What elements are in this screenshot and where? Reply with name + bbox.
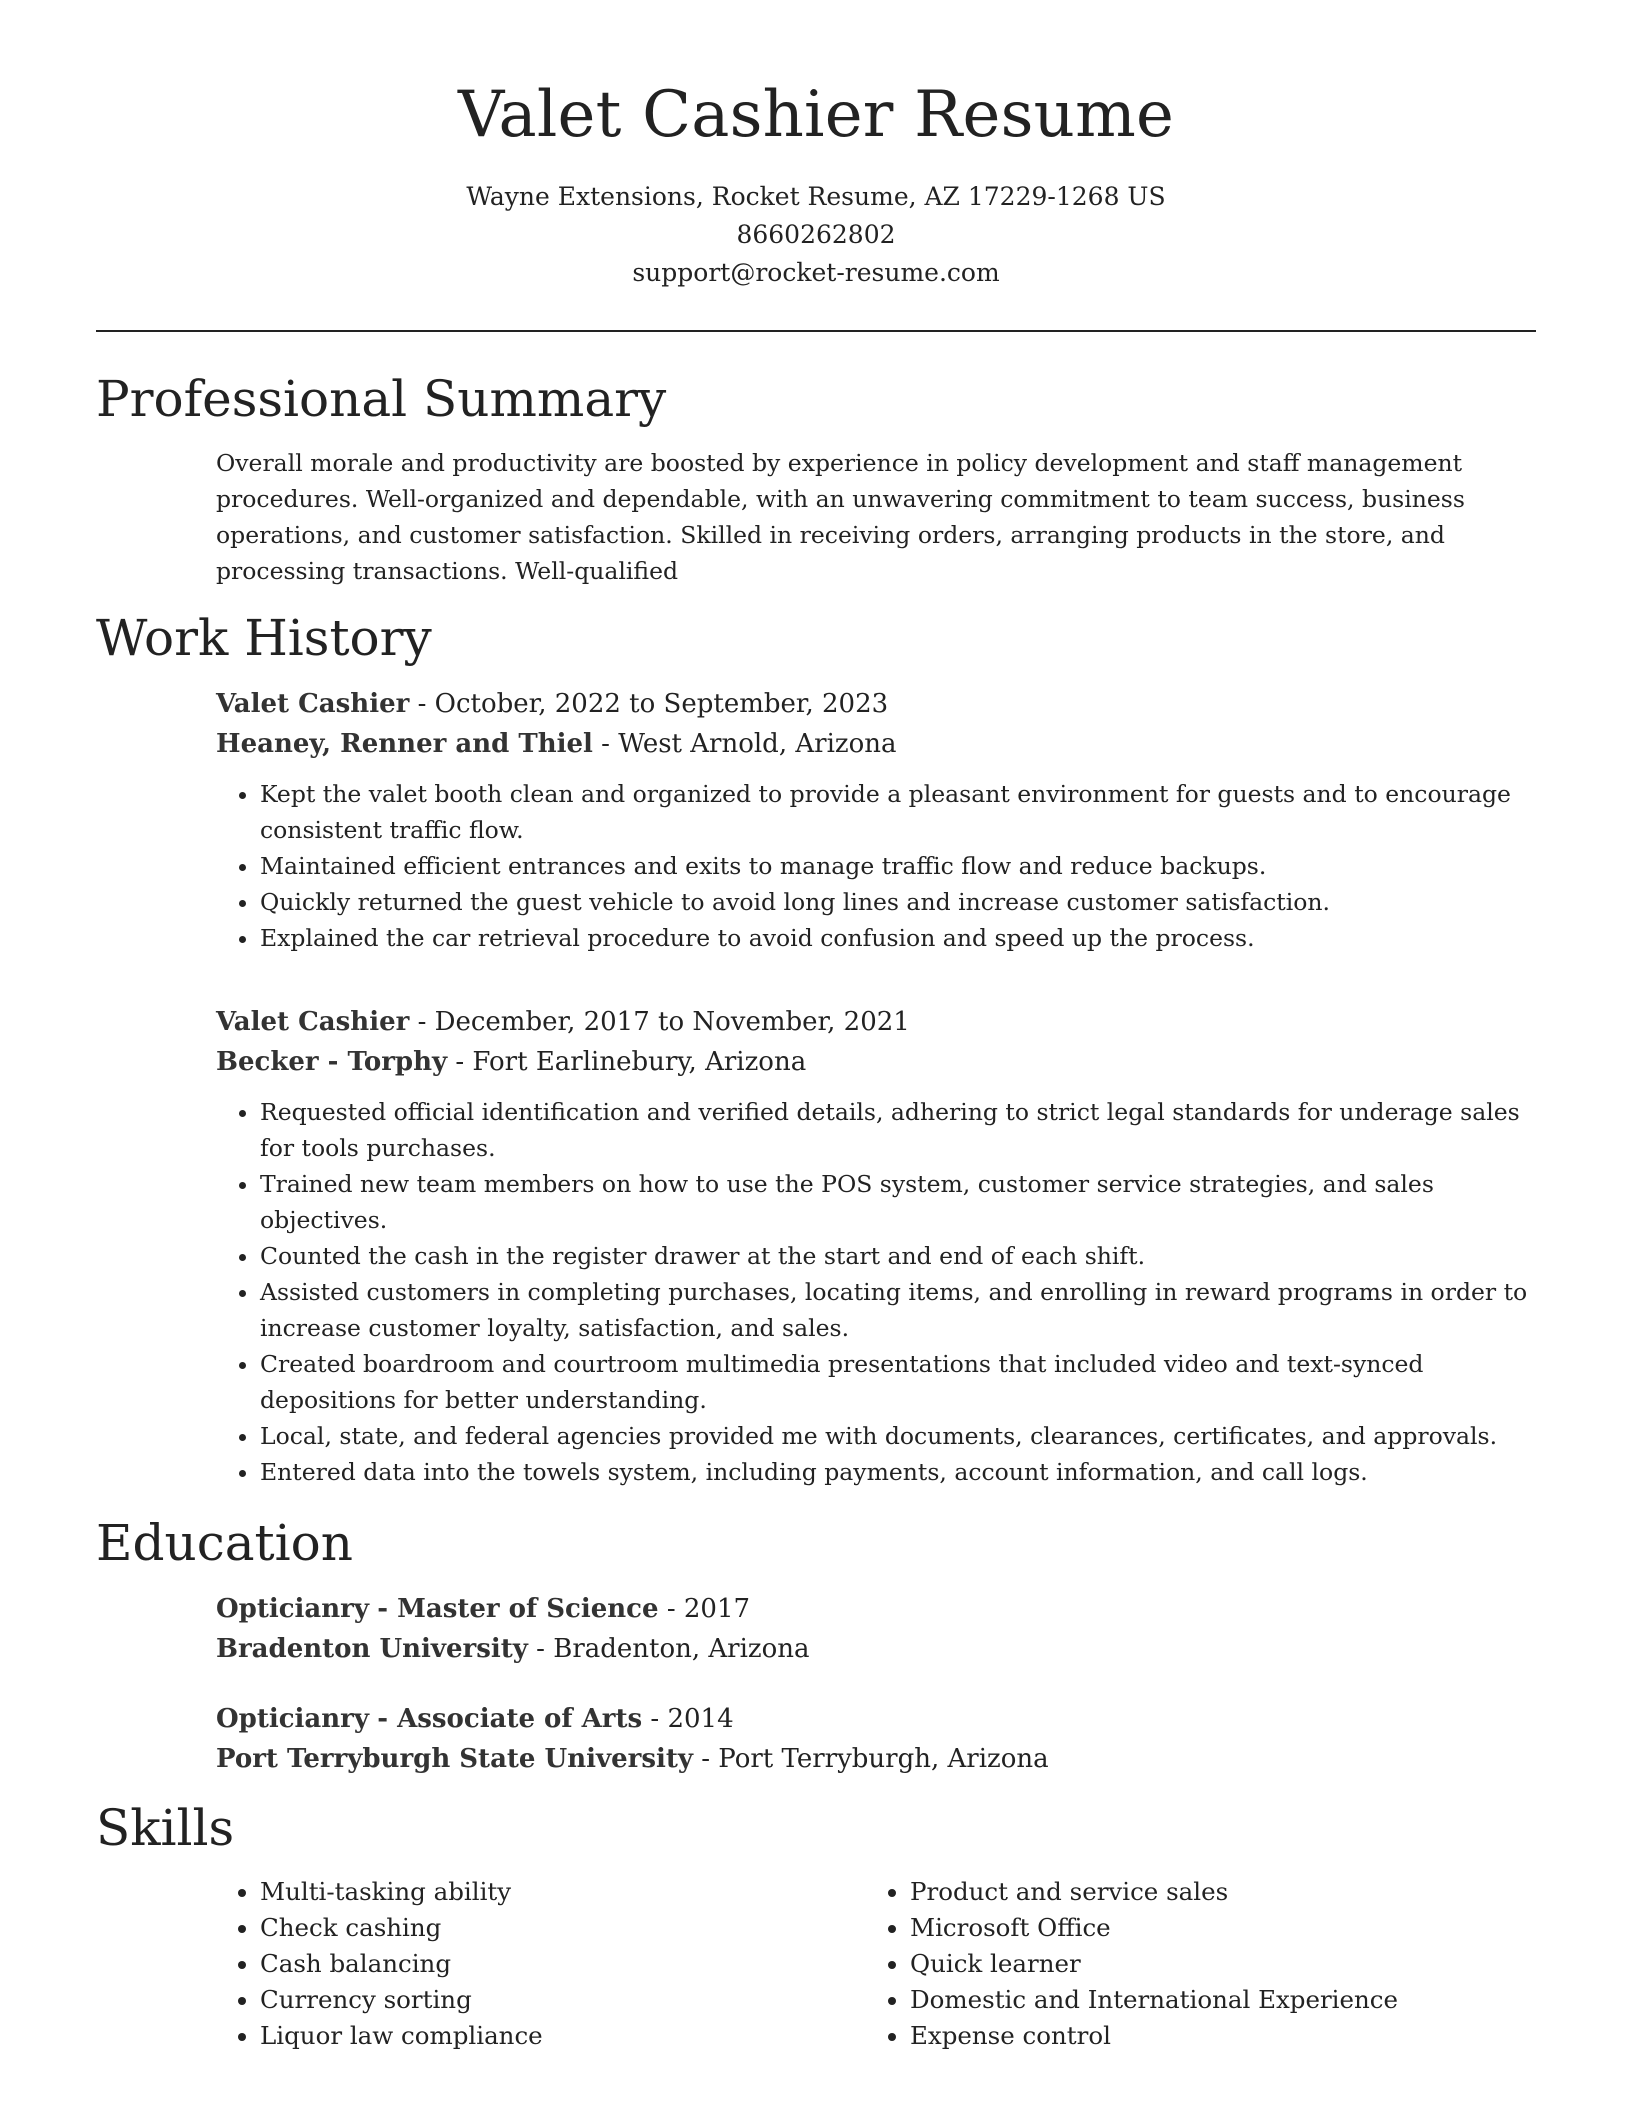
work-history-heading: Work History <box>96 609 432 668</box>
skills-list-right <box>866 1874 1516 2054</box>
education-year: - 2017 <box>666 1594 751 1625</box>
summary-text: Overall morale and productivity are boosted by experience in policy development and staff management procedures. Well-organized and dependable, with an unwavering commitment to team success, business operations, and customer satisfaction. Skilled in receiving orders, arranging products in the store, and processing transactions. Well-qualified <box>216 449 1465 586</box>
education-heading: Education <box>96 1514 353 1573</box>
work-history-section <box>96 611 1536 1490</box>
job-role: Valet Cashier <box>216 1007 410 1038</box>
job-duty: • Counted the cash in the register drawer at the start and end of each shift. <box>260 1238 1536 1274</box>
job-company-line <box>216 1042 1536 1082</box>
education-school: Bradenton University <box>216 1634 528 1665</box>
job-duties-list <box>216 776 1536 956</box>
skill-item: • Multi-tasking ability <box>260 1874 866 1910</box>
job-title-line <box>216 684 1536 724</box>
education-location: - Port Terryburgh, Arizona <box>701 1744 1049 1775</box>
skills-heading: Skills <box>96 1799 235 1858</box>
job-duty: • Trained new team members on how to use the POS system, customer service strategies, and sales objectives. <box>260 1166 1536 1238</box>
education-school: Port Terryburgh State University <box>216 1744 693 1775</box>
job-title-line <box>216 1002 1536 1042</box>
skill-item: • Quick learner <box>910 1946 1516 1982</box>
skill-item: • Microsoft Office <box>910 1910 1516 1946</box>
education-school-line <box>216 1629 1536 1669</box>
job-duties-list <box>216 1094 1536 1490</box>
skills-columns <box>216 1874 1536 2054</box>
job-company-line <box>216 724 1536 764</box>
summary-section <box>96 372 1536 589</box>
job-duty: • Requested official identification and verified details, adhering to strict legal standards for underage sales for tools purchases. <box>260 1094 1536 1166</box>
education-degree-line <box>216 1699 1536 1739</box>
job-duty: • Quickly returned the guest vehicle to avoid long lines and increase customer satisfaction. <box>260 884 1536 920</box>
job-duty: • Explained the car retrieval procedure to avoid confusion and speed up the process. <box>260 920 1536 956</box>
education-school-line <box>216 1739 1536 1779</box>
skill-item: • Currency sorting <box>260 1982 866 2018</box>
contact-email: support@rocket-resume.com <box>632 258 1000 288</box>
job-company: Heaney, Renner and Thiel <box>216 729 593 760</box>
education-field: Opticianry <box>216 1594 369 1625</box>
job-company: Becker - Torphy <box>216 1047 448 1078</box>
summary-heading: Professional Summary <box>96 370 667 429</box>
skill-item: • Liquor law compliance <box>260 2018 866 2054</box>
education-entry <box>216 1699 1536 1779</box>
skill-item: • Domestic and International Experience <box>910 1982 1516 2018</box>
resume-title: Valet Cashier Resume <box>457 78 1175 152</box>
education-field: Opticianry <box>216 1704 369 1735</box>
job-dates: - October, 2022 to September, 2023 <box>417 689 889 720</box>
job-duty: • Entered data into the towels system, including payments, account information, and call logs. <box>260 1454 1536 1490</box>
job-duty: • Assisted customers in completing purchases, locating items, and enrolling in reward programs in order to increase customer loyalty, satisfaction, and sales. <box>260 1274 1536 1346</box>
education-section <box>96 1516 1536 1779</box>
resume-header <box>96 80 1536 292</box>
education-degree-line <box>216 1589 1536 1629</box>
skill-item: • Check cashing <box>260 1910 866 1946</box>
job-duty: • Local, state, and federal agencies provided me with documents, clearances, certificates, and approvals. <box>260 1418 1536 1454</box>
education-entry <box>216 1589 1536 1669</box>
job-duty: • Created boardroom and courtroom multimedia presentations that included video and text-synced depositions for better understanding. <box>260 1346 1536 1418</box>
education-degree: - Master of Science <box>377 1594 659 1625</box>
skills-section <box>96 1801 1536 2054</box>
contact-phone: 8660262802 <box>736 220 896 250</box>
skills-list-left <box>216 1874 866 2054</box>
job-location: - Fort Earlinebury, Arizona <box>455 1047 807 1078</box>
job-role: Valet Cashier <box>216 689 410 720</box>
education-degree: - Associate of Arts <box>377 1704 643 1735</box>
skill-item: • Expense control <box>910 2018 1516 2054</box>
skill-item: • Cash balancing <box>260 1946 866 1982</box>
skill-item: • Product and service sales <box>910 1874 1516 1910</box>
education-location: - Bradenton, Arizona <box>536 1634 810 1665</box>
education-year: - 2014 <box>650 1704 734 1735</box>
job-duty: • Kept the valet booth clean and organized to provide a pleasant environment for guests and to encourage consistent traffic flow. <box>260 776 1536 848</box>
job-dates: - December, 2017 to November, 2021 <box>417 1007 910 1038</box>
job-duty: • Maintained efficient entrances and exits to manage traffic flow and reduce backups. <box>260 848 1536 884</box>
job-location: - West Arnold, Arizona <box>601 729 897 760</box>
job-entry <box>216 684 1536 956</box>
contact-address: Wayne Extensions, Rocket Resume, AZ 17229-1268 US <box>466 182 1166 212</box>
header-divider <box>96 330 1536 332</box>
job-entry <box>216 1002 1536 1490</box>
